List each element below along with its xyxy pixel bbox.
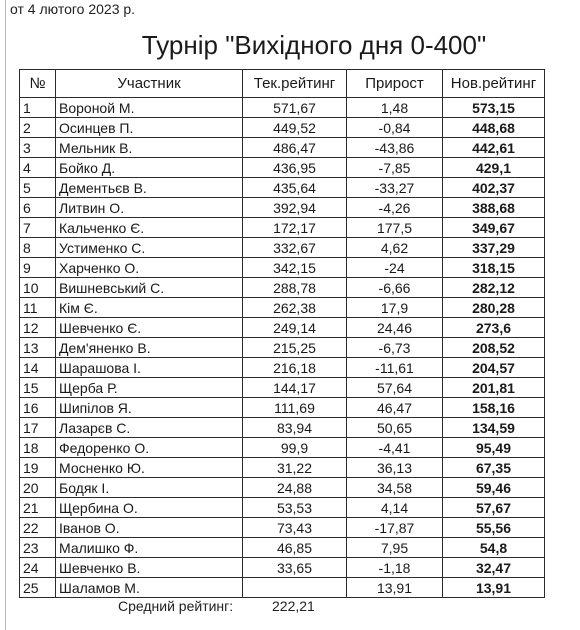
table-row: [20, 498, 545, 518]
participant-name: Бойко Д.: [56, 158, 243, 178]
participant-name: Литвин О.: [56, 198, 243, 218]
current-rating: 144,17: [243, 378, 347, 398]
table-row: [20, 398, 545, 418]
table-row: [20, 318, 545, 338]
row-number: 7: [20, 218, 56, 238]
current-rating: 215,25: [243, 338, 347, 358]
row-number: 9: [20, 258, 56, 278]
current-rating: 216,18: [243, 358, 347, 378]
participant-name: Лазарєв С.: [56, 418, 243, 438]
current-rating: 262,38: [243, 298, 347, 318]
rating-delta: 46,47: [347, 398, 443, 418]
column-header-current-rating: Тек.рейтинг: [243, 70, 347, 98]
row-number: 17: [20, 418, 56, 438]
new-rating: 349,67: [443, 218, 545, 238]
participant-name: Бодяк І.: [56, 478, 243, 498]
row-number: 4: [20, 158, 56, 178]
table-row: [20, 178, 545, 198]
table-body: [20, 98, 545, 598]
rating-delta: -17,87: [347, 518, 443, 538]
column-header-number: №: [20, 70, 56, 98]
table-row: [20, 518, 545, 538]
table-row: [20, 358, 545, 378]
rating-delta: 177,5: [347, 218, 443, 238]
column-header-delta: Прирост: [347, 70, 443, 98]
page-left-border: [5, 0, 6, 630]
table-row: [20, 238, 545, 258]
new-rating: 134,59: [443, 418, 545, 438]
row-number: 16: [20, 398, 56, 418]
date-line: от 4 лютого 2023 р.: [10, 1, 136, 17]
new-rating: 280,28: [443, 298, 545, 318]
current-rating: 172,17: [243, 218, 347, 238]
participant-name: Шипілов Я.: [56, 398, 243, 418]
table-row: [20, 538, 545, 558]
table-row: [20, 198, 545, 218]
row-number: 13: [20, 338, 56, 358]
row-number: 23: [20, 538, 56, 558]
current-rating: 392,94: [243, 198, 347, 218]
page-title: Турнір "Вихідного дня 0-400": [141, 30, 487, 60]
row-number: 11: [20, 298, 56, 318]
current-rating: 31,22: [243, 458, 347, 478]
table-row: [20, 138, 545, 158]
rating-delta: 1,48: [347, 98, 443, 118]
table-row: [20, 218, 545, 238]
row-number: 14: [20, 358, 56, 378]
participant-name: Харченко О.: [56, 258, 243, 278]
table-row: [20, 338, 545, 358]
new-rating: 54,8: [443, 538, 545, 558]
row-number: 1: [20, 98, 56, 118]
participant-name: Дементьєв В.: [56, 178, 243, 198]
new-rating: 318,15: [443, 258, 545, 278]
table-row: [20, 278, 545, 298]
rating-delta: -6,73: [347, 338, 443, 358]
rating-delta: 24,46: [347, 318, 443, 338]
row-number: 18: [20, 438, 56, 458]
current-rating: 46,85: [243, 538, 347, 558]
current-rating: [243, 578, 347, 598]
current-rating: 99,9: [243, 438, 347, 458]
new-rating: 573,15: [443, 98, 545, 118]
table-row: [20, 478, 545, 498]
participant-name: Шаламов М.: [56, 578, 243, 598]
participant-name: Вороной М.: [56, 98, 243, 118]
row-number: 25: [20, 578, 56, 598]
participant-name: Щерба Р.: [56, 378, 243, 398]
participant-name: Іванов О.: [56, 518, 243, 538]
row-number: 5: [20, 178, 56, 198]
current-rating: 449,52: [243, 118, 347, 138]
participant-name: Вишневський С.: [56, 278, 243, 298]
table-row: [20, 98, 545, 118]
rating-delta: 34,58: [347, 478, 443, 498]
rating-table: [19, 69, 545, 598]
participant-name: Дем'яненко В.: [56, 338, 243, 358]
current-rating: 435,64: [243, 178, 347, 198]
new-rating: 402,37: [443, 178, 545, 198]
current-rating: 53,53: [243, 498, 347, 518]
row-number: 6: [20, 198, 56, 218]
current-rating: 342,15: [243, 258, 347, 278]
rating-delta: 50,65: [347, 418, 443, 438]
participant-name: Мосненко Ю.: [56, 458, 243, 478]
average-rating-label: Средний рейтинг:: [118, 598, 234, 614]
row-number: 12: [20, 318, 56, 338]
current-rating: 83,94: [243, 418, 347, 438]
row-number: 21: [20, 498, 56, 518]
new-rating: 388,68: [443, 198, 545, 218]
rating-delta: -0,84: [347, 118, 443, 138]
table-row: [20, 118, 545, 138]
new-rating: 32,47: [443, 558, 545, 578]
current-rating: 486,47: [243, 138, 347, 158]
participant-name: Шевченко В.: [56, 558, 243, 578]
rating-delta: -43,86: [347, 138, 443, 158]
column-header-participant: Участник: [56, 70, 243, 98]
current-rating: 332,67: [243, 238, 347, 258]
table-row: [20, 438, 545, 458]
row-number: 22: [20, 518, 56, 538]
rating-delta: -6,66: [347, 278, 443, 298]
current-rating: 249,14: [243, 318, 347, 338]
row-number: 3: [20, 138, 56, 158]
row-number: 24: [20, 558, 56, 578]
new-rating: 208,52: [443, 338, 545, 358]
table-row: [20, 418, 545, 438]
current-rating: 436,95: [243, 158, 347, 178]
table-row: [20, 158, 545, 178]
rating-delta: -7,85: [347, 158, 443, 178]
new-rating: 13,91: [443, 578, 545, 598]
row-number: 19: [20, 458, 56, 478]
average-rating-value: 222,21: [272, 598, 315, 614]
rating-delta: 4,14: [347, 498, 443, 518]
new-rating: 282,12: [443, 278, 545, 298]
new-rating: 442,61: [443, 138, 545, 158]
rating-delta: 57,64: [347, 378, 443, 398]
rating-delta: -4,26: [347, 198, 443, 218]
rating-delta: 36,13: [347, 458, 443, 478]
rating-delta: -11,61: [347, 358, 443, 378]
participant-name: Шарашова І.: [56, 358, 243, 378]
rating-delta: 7,95: [347, 538, 443, 558]
new-rating: 95,49: [443, 438, 545, 458]
participant-name: Кальченко Є.: [56, 218, 243, 238]
new-rating: 55,56: [443, 518, 545, 538]
new-rating: 57,67: [443, 498, 545, 518]
current-rating: 288,78: [243, 278, 347, 298]
participant-name: Щербина О.: [56, 498, 243, 518]
rating-delta: -4,41: [347, 438, 443, 458]
participant-name: Шевченко Є.: [56, 318, 243, 338]
participant-name: Мельник В.: [56, 138, 243, 158]
new-rating: 337,29: [443, 238, 545, 258]
table-row: [20, 458, 545, 478]
row-number: 2: [20, 118, 56, 138]
participant-name: Кім Є.: [56, 298, 243, 318]
new-rating: 158,16: [443, 398, 545, 418]
new-rating: 429,1: [443, 158, 545, 178]
table-row: [20, 558, 545, 578]
table-row: [20, 258, 545, 278]
current-rating: 571,67: [243, 98, 347, 118]
rating-delta: -24: [347, 258, 443, 278]
rating-delta: -1,18: [347, 558, 443, 578]
rating-delta: 17,9: [347, 298, 443, 318]
new-rating: 273,6: [443, 318, 545, 338]
new-rating: 201,81: [443, 378, 545, 398]
table-row: [20, 378, 545, 398]
participant-name: Осинцев П.: [56, 118, 243, 138]
new-rating: 204,57: [443, 358, 545, 378]
row-number: 15: [20, 378, 56, 398]
participant-name: Федоренко О.: [56, 438, 243, 458]
current-rating: 111,69: [243, 398, 347, 418]
rating-delta: -33,27: [347, 178, 443, 198]
participant-name: Малишко Ф.: [56, 538, 243, 558]
current-rating: 33,65: [243, 558, 347, 578]
table-header-row: [20, 70, 545, 98]
table-row: [20, 578, 545, 598]
current-rating: 24,88: [243, 478, 347, 498]
new-rating: 448,68: [443, 118, 545, 138]
row-number: 8: [20, 238, 56, 258]
row-number: 10: [20, 278, 56, 298]
table-row: [20, 298, 545, 318]
current-rating: 73,43: [243, 518, 347, 538]
row-number: 20: [20, 478, 56, 498]
rating-delta: 13,91: [347, 578, 443, 598]
rating-delta: 4,62: [347, 238, 443, 258]
column-header-new-rating: Нов.рейтинг: [443, 70, 545, 98]
new-rating: 59,46: [443, 478, 545, 498]
participant-name: Устименко С.: [56, 238, 243, 258]
new-rating: 67,35: [443, 458, 545, 478]
